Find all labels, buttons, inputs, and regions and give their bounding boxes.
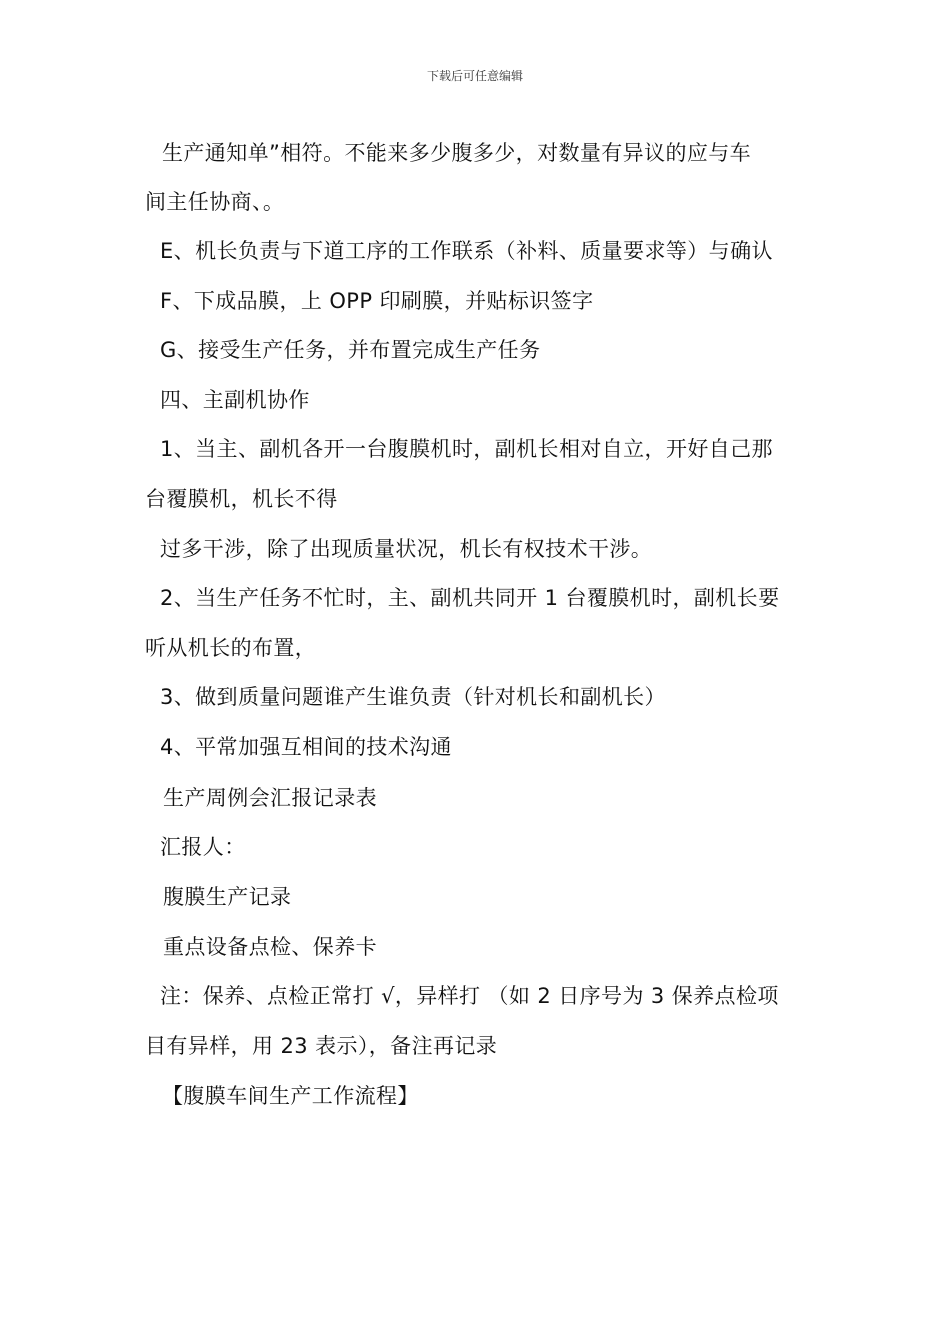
paragraph-line: 3、做到质量问题谁产生谁负责（针对机长和副机长）	[160, 685, 666, 709]
paragraph-line: 汇报人：	[160, 835, 246, 859]
paragraph-line: 生产通知单”相符。不能来多少腹多少，对数量有异议的应与车	[162, 141, 752, 165]
paragraph-line: 1、当主、副机各开一台腹膜机时，副机长相对自立，开好自己那	[160, 437, 773, 461]
paragraph-line: 间主任协商、。	[145, 190, 285, 214]
paragraph-line: F、下成品膜，上 OPP 印刷膜，并贴标识签字	[160, 289, 594, 313]
paragraph-line: E、机长负责与下道工序的工作联系（补料、质量要求等）与确认	[160, 239, 773, 263]
paragraph-line: 目有异样，用 23 表示），备注再记录	[145, 1034, 498, 1058]
paragraph-line: 台覆膜机，机长不得	[145, 487, 338, 511]
section-heading: 腹膜生产记录	[163, 885, 292, 909]
paragraph-line: 4、平常加强互相间的技术沟通	[160, 735, 452, 759]
page-header: 下载后可任意编辑	[426, 69, 523, 83]
section-heading: 四、主副机协作	[160, 388, 310, 412]
section-heading: 【腹膜车间生产工作流程】	[162, 1084, 419, 1108]
paragraph-line: 听从机长的布置，	[145, 636, 317, 660]
paragraph-line: 过多干涉，除了出现质量状况，机长有权技术干涉。	[160, 537, 653, 561]
section-heading: 重点设备点检、保养卡	[163, 935, 377, 959]
section-heading: 生产周例会汇报记录表	[163, 786, 377, 810]
paragraph-line: 2、当生产任务不忙时，主、副机共同开 1 台覆膜机时，副机长要	[160, 586, 780, 610]
paragraph-line: 注：保养、点检正常打 √，异样打 （如 2 日序号为 3 保养点检项	[160, 984, 779, 1008]
paragraph-line: G、接受生产任务，并布置完成生产任务	[160, 338, 541, 362]
